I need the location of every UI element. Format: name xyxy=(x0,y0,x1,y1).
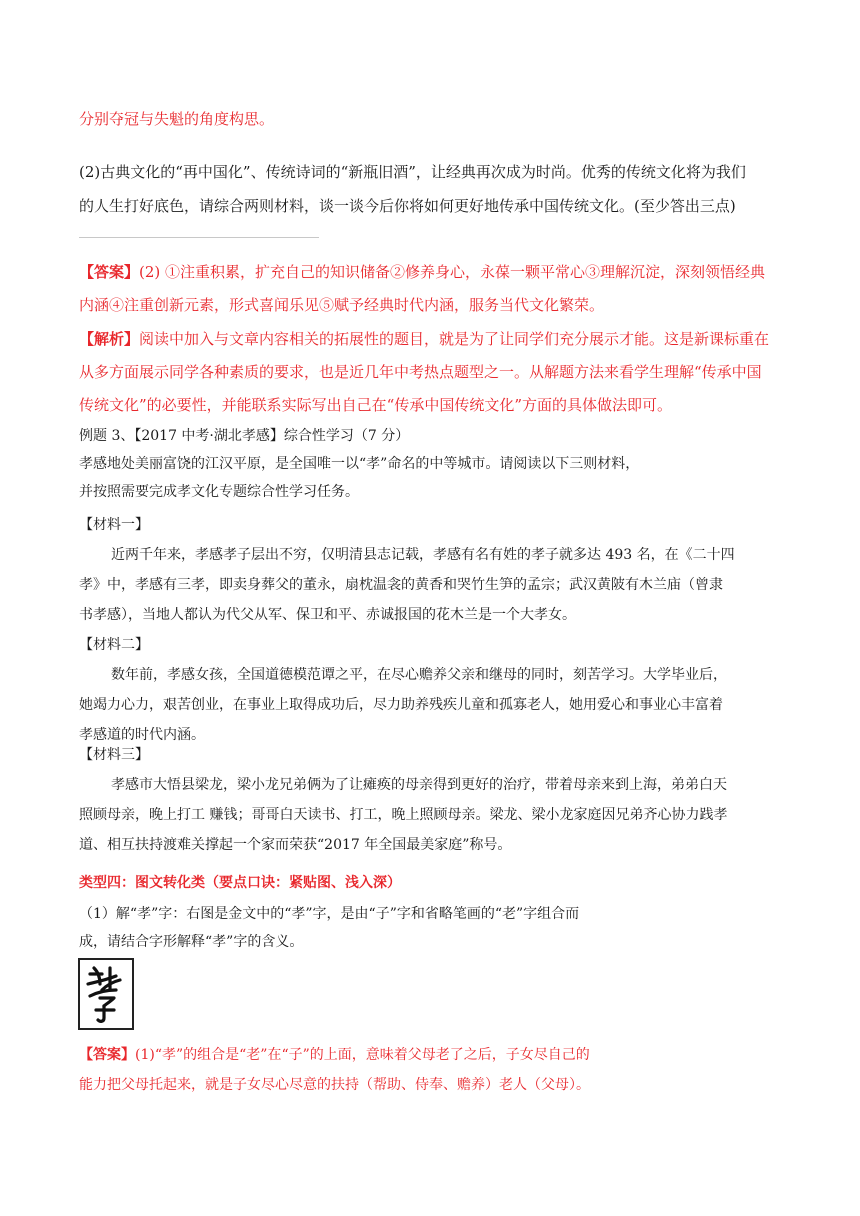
question-2-line: (2)古典文化的“再中国化”、传统诗词的“新瓶旧酒”，让经典再次成为时尚。优秀的传统文化将为我们 xyxy=(79,163,746,181)
answer-tag: 【答案】 xyxy=(79,263,140,281)
question-2-line: 的人生打好底色，请综合两则材料，谈一谈今后你将如何更好地传承中国传统文化。(至少答出三点) xyxy=(79,197,736,215)
answer-2: 【答案】(2) ①注重积累，扩充自己的知识储备②修养身心，永葆一颗平常心③理解沉淀，深刻领悟经典 内涵④注重创新元素，形式喜闻乐见⑤赋予经典时代内涵，服务当代文化繁荣。 xyxy=(79,263,766,314)
jinwen-xiao-character-image xyxy=(78,958,134,1030)
type4-heading: 类型四：图文转化类（要点口诀：紧贴图、浅入深） xyxy=(79,875,401,891)
jinwen-xiao-glyph-icon xyxy=(80,960,132,1028)
answer-tag: 【答案】 xyxy=(79,1047,135,1063)
analysis-tag: 【解析】 xyxy=(79,330,140,348)
example-3-title: 例题 3、【2017 中考·湖北孝感】综合性学习（7 分） xyxy=(79,428,410,444)
question-2 xyxy=(79,155,799,223)
material-3: 【材料三】 孝感市大悟县梁龙，梁小龙兄弟俩为了让瘫痪的母亲得到更好的治疗，带着母亲来到上海，弟弟白天 照顾母亲，晚上打工 赚钱；哥哥白天读书、打工，晚上照顾母亲。梁龙、梁小龙家庭因兄弟齐心协力践孝 道、相互扶持渡难关撑起一个家而荣获“2017 年全国最美家庭”称号。 xyxy=(79,740,799,860)
separator-line xyxy=(79,237,319,238)
example-3: 例题 3、【2017 中考·湖北孝感】综合性学习（7 分） 孝感地处美丽富饶的江汉平原，是全国唯一以“孝”命名的中等城市。请阅读以下三则材料， 并按照需要完成孝文化专题综合性学习任务。 xyxy=(79,422,799,506)
material-label: 【材料二】 xyxy=(79,637,149,653)
intro-line: 分别夺冠与失魁的角度构思。 xyxy=(79,110,275,128)
analysis: 【解析】阅读中加入与文章内容相关的拓展性的题目，就是为了让同学们充分展示才能。这是新课标重在 从多方面展示同学各种素质的要求，也是近几年中考热点题型之一。从解题方法来看学生理解“传承中国 传统文化”的必要性，并能联系实际写出自己在“传承中国传统文化”方面的具体做法即可。 xyxy=(79,330,770,414)
question-1: （1）解“孝”字：右图是金文中的“孝”字，是由“子”字和省略笔画的“老”字组合而 成，请结合字形解释“孝”字的含义。 xyxy=(79,906,580,950)
answer-1: 【答案】(1)“孝”的组合是“老”在“子”的上面，意味着父母老了之后，子女尽自己的 能力把父母托起来，就是子女尽心尽意的扶持（帮助、侍奉、赡养）老人（父母）。 xyxy=(79,1047,590,1093)
material-1: 【材料一】 近两千年来，孝感孝子层出不穷，仅明清县志记载，孝感有名有姓的孝子就多达 493 名，在《二十四 孝》中，孝感有三孝，即卖身葬父的董永，扇枕温衾的黄香和哭竹生笋的孟宗；武汉黄陂有木兰庙（曾隶 书孝感），当地人都认为代父从军、保卫和平、赤诚报国的花木兰是一个大孝女。 xyxy=(79,510,799,630)
material-label: 【材料一】 xyxy=(79,517,149,533)
material-2: 【材料二】 数年前，孝感女孩，全国道德模范谭之平，在尽心赡养父亲和继母的同时，刻苦学习。大学毕业后， 她竭力心力，艰苦创业，在事业上取得成功后，尽力助养残疾儿童和孤寡老人，她用爱心和事业心丰富着 孝感道的时代内涵。 xyxy=(79,630,799,750)
material-label: 【材料三】 xyxy=(79,747,149,763)
